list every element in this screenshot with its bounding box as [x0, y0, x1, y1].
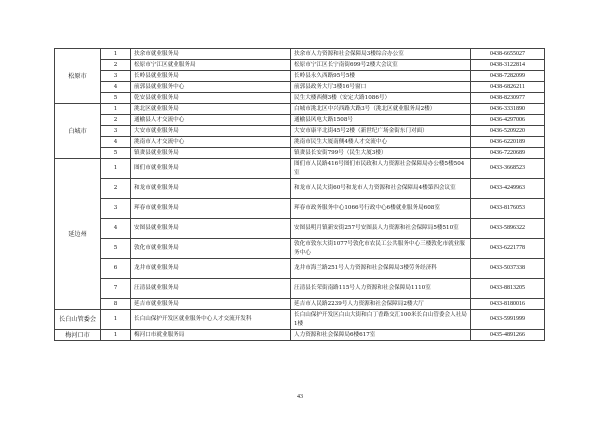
agency-name-cell: 敦化市就业服务局: [131, 239, 291, 259]
phone-cell: 0433-8813205: [471, 279, 545, 299]
table-body: [55, 49, 545, 341]
phone-cell: 0438-7282099: [471, 71, 545, 82]
agency-name-cell: 延吉市就业服务局: [131, 299, 291, 310]
table-row: [55, 179, 545, 199]
table-row: [55, 310, 545, 330]
agency-name-cell: 龙井市就业服务局: [131, 259, 291, 279]
table-row: [55, 49, 545, 60]
phone-cell: 0436-4297006: [471, 115, 545, 126]
address-cell: 图们市人民路416号图们市民政和人力资源社会保障局办公楼5楼504室: [291, 159, 471, 179]
phone-cell: 0433-4249963: [471, 179, 545, 199]
address-cell: 镇赉县长安街799号（民生大厦3楼）: [291, 148, 471, 159]
service-directory-table: [54, 48, 545, 341]
phone-cell: 0436-5209220: [471, 126, 545, 137]
address-cell: 汪清县长荣街南路115号人力资源和社会保障局1110室: [291, 279, 471, 299]
table-row: [55, 60, 545, 71]
phone-cell: 0433-8180016: [471, 299, 545, 310]
address-cell: 民生大楼西侧3楼（安定大路1086号）: [291, 93, 471, 104]
row-number-cell: 3: [101, 126, 131, 137]
phone-cell: 0438-3122814: [471, 60, 545, 71]
row-number-cell: 3: [101, 71, 131, 82]
table-row: [55, 259, 545, 279]
phone-cell: 0433-5037338: [471, 259, 545, 279]
agency-name-cell: 梅河口市就业服务局: [131, 330, 291, 341]
address-cell: 白城市洮北区中兴西路大路3号（洮北区就业服务局2楼）: [291, 104, 471, 115]
city-cell: 延边州: [55, 159, 101, 310]
row-number-cell: 1: [101, 49, 131, 60]
address-cell: 安图县明月镇新安街257号安图县人力资源和社会保障局5楼510室: [291, 219, 471, 239]
phone-cell: 0436-7220689: [471, 148, 545, 159]
address-cell: 和龙市人民大街60号和龙市人力资源和社会保障局4楼第四会议室: [291, 179, 471, 199]
address-cell: 珲春市政务服务中心1066号行政中心6楼就业服务局608室: [291, 199, 471, 219]
phone-cell: 0436-6220189: [471, 137, 545, 148]
table-row: [55, 71, 545, 82]
address-cell: 通榆县风电大路1508号: [291, 115, 471, 126]
table-row: [55, 137, 545, 148]
address-cell: 前郭县政务大厅3楼16号窗口: [291, 82, 471, 93]
city-cell: 白城市: [55, 104, 101, 159]
phone-cell: 0433-5991999: [471, 310, 545, 330]
table-row: [55, 239, 545, 259]
row-number-cell: 2: [101, 60, 131, 71]
row-number-cell: 1: [101, 104, 131, 115]
table-row: [55, 115, 545, 126]
row-number-cell: 7: [101, 279, 131, 299]
city-cell: 松原市: [55, 49, 101, 104]
agency-name-cell: 乾安县就业服务局: [131, 93, 291, 104]
agency-name-cell: 大安市就业服务局: [131, 126, 291, 137]
agency-name-cell: 洮北区就业服务局: [131, 104, 291, 115]
phone-cell: 0438-6826211: [471, 82, 545, 93]
row-number-cell: 8: [101, 299, 131, 310]
table-row: [55, 104, 545, 115]
table-row: [55, 82, 545, 93]
table-row: [55, 199, 545, 219]
table-row: [55, 159, 545, 179]
phone-cell: 0433-6221778: [471, 239, 545, 259]
address-cell: 长岭县永久西路95号5楼: [291, 71, 471, 82]
address-cell: 大安市康平北街45号2楼（新世纪广场金街东门对面）: [291, 126, 471, 137]
city-cell: 长白山管委会: [55, 310, 101, 330]
agency-name-cell: 图们市就业服务局: [131, 159, 291, 179]
agency-name-cell: 长白山保护开发区就业服务中心人才交流开发科: [131, 310, 291, 330]
agency-name-cell: 汪清县就业服务局: [131, 279, 291, 299]
phone-cell: 0436-3331890: [471, 104, 545, 115]
phone-cell: 0433-5896322: [471, 219, 545, 239]
row-number-cell: 1: [101, 330, 131, 341]
page-number: 43: [297, 394, 303, 400]
table-row: [55, 219, 545, 239]
row-number-cell: 5: [101, 239, 131, 259]
agency-name-cell: 扶余市就业服务局: [131, 49, 291, 60]
agency-name-cell: 通榆县人才交流中心: [131, 115, 291, 126]
address-cell: 延吉市人民路2239号人力资源和社会保障局2楼大厅: [291, 299, 471, 310]
address-cell: 敦化市敦东大街1077号敦化市农民工公共服务中心三楼敦化市就业服务中心: [291, 239, 471, 259]
agency-name-cell: 安图县就业服务局: [131, 219, 291, 239]
row-number-cell: 4: [101, 137, 131, 148]
address-cell: 松原市宁江区长宁南街699号2楼大会议室: [291, 60, 471, 71]
phone-cell: 0438-6655027: [471, 49, 545, 60]
agency-name-cell: 松原市宁江区就业服务局: [131, 60, 291, 71]
row-number-cell: 6: [101, 259, 131, 279]
row-number-cell: 5: [101, 148, 131, 159]
agency-name-cell: 洮南市人才交流中心: [131, 137, 291, 148]
table-row: [55, 126, 545, 137]
row-number-cell: 2: [101, 179, 131, 199]
agency-name-cell: 和龙市就业服务局: [131, 179, 291, 199]
row-number-cell: 5: [101, 93, 131, 104]
agency-name-cell: 前郭县就业服务中心: [131, 82, 291, 93]
table-row: [55, 279, 545, 299]
address-cell: 龙井市海兰路251号人力资源和社会保障局3楼劳务经济科: [291, 259, 471, 279]
city-cell: 梅河口市: [55, 330, 101, 341]
table-row: [55, 330, 545, 341]
row-number-cell: 1: [101, 159, 131, 179]
phone-cell: 0433-3668523: [471, 159, 545, 179]
agency-name-cell: 珲春市就业服务局: [131, 199, 291, 219]
row-number-cell: 1: [101, 310, 131, 330]
row-number-cell: 2: [101, 115, 131, 126]
agency-name-cell: 长岭县就业服务局: [131, 71, 291, 82]
address-cell: 扶余市人力资源和社会保障局3楼综合办公室: [291, 49, 471, 60]
table-row: [55, 93, 545, 104]
table-row: [55, 148, 545, 159]
phone-cell: 0433-8176053: [471, 199, 545, 219]
row-number-cell: 3: [101, 199, 131, 219]
agency-name-cell: 镇赉县就业服务局: [131, 148, 291, 159]
row-number-cell: 4: [101, 82, 131, 93]
address-cell: 人力资源和社会保障局6楼617室: [291, 330, 471, 341]
address-cell: 长白山保护开发区白山大街和白丁香路交汇100米长白山管委会人社局1楼: [291, 310, 471, 330]
phone-cell: 0435-4891266: [471, 330, 545, 341]
phone-cell: 0438-8230977: [471, 93, 545, 104]
address-cell: 洮南市民生大厦南侧4楼人才交流中心: [291, 137, 471, 148]
table-row: [55, 299, 545, 310]
row-number-cell: 4: [101, 219, 131, 239]
